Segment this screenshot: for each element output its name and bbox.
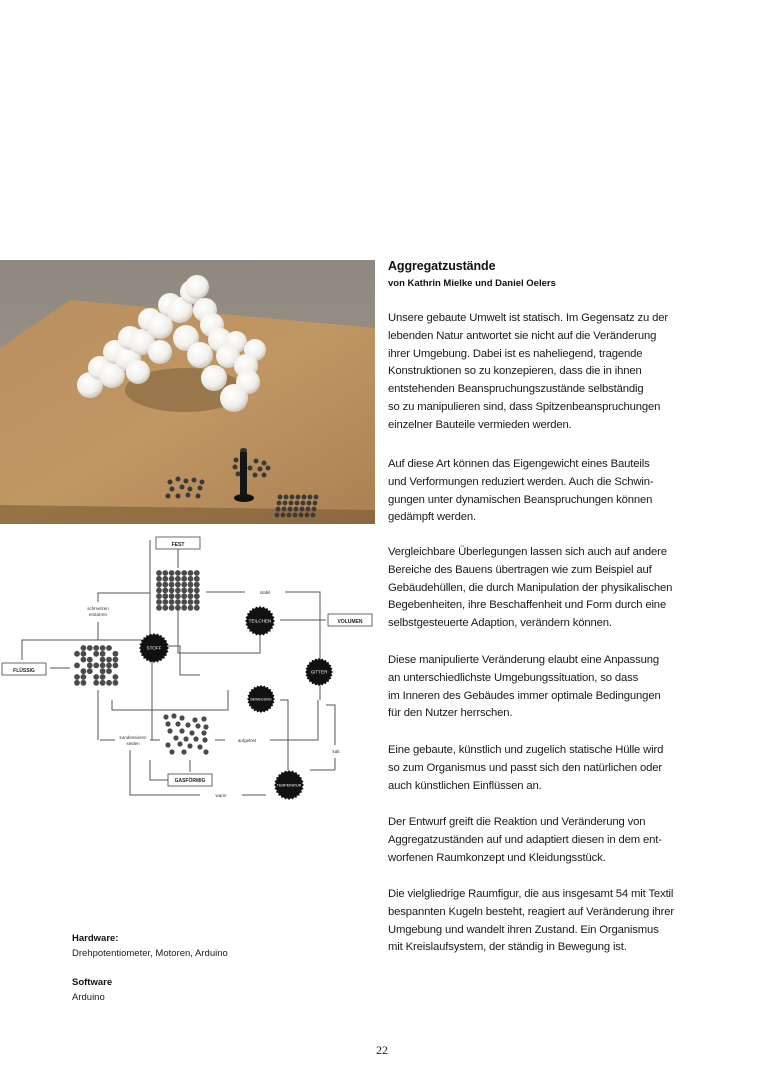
particle-dot	[179, 715, 184, 720]
particle-dot	[188, 582, 194, 588]
particle-dot	[74, 663, 80, 669]
badge-label: STOFF	[146, 645, 162, 651]
particle-dot	[194, 588, 200, 594]
particle-dot	[177, 741, 182, 746]
particle-dot	[193, 736, 198, 741]
particle-dot	[169, 605, 175, 611]
particle-dot	[100, 674, 106, 680]
particle-dot	[74, 680, 80, 686]
particle-dot	[188, 593, 194, 599]
paragraph-line: Gebäudehüllen, die durch Manipulation der physikalischen	[388, 581, 673, 594]
particle-dot	[113, 663, 119, 669]
particle-dot	[162, 588, 168, 594]
paragraph-line: lebenden Natur antwortet sie nicht auf die Veränderung	[388, 329, 657, 342]
edge-label-stabil: stabil	[259, 590, 271, 595]
particle-dot	[74, 651, 80, 657]
paragraph-line: Begebenheiten, ihre Beschaffenheit und Form durch eine	[388, 599, 667, 612]
svg-text:FLÜSSIG: FLÜSSIG	[13, 668, 35, 674]
particle-dot	[113, 674, 119, 680]
badge-label: BEWEGUNG	[250, 697, 272, 702]
paragraph-5	[388, 742, 663, 795]
particle-dot	[188, 576, 194, 582]
particle-dot	[181, 582, 187, 588]
particle-dot	[81, 657, 87, 663]
particle-dot	[165, 721, 170, 726]
particle-dot	[175, 593, 181, 599]
particle-dot	[93, 645, 99, 651]
particle-dot	[181, 593, 187, 599]
particle-dot	[162, 599, 168, 605]
particle-dot	[162, 593, 168, 599]
photo-illustration	[0, 260, 375, 524]
particle-dot	[165, 742, 170, 747]
paragraph-line: im Inneren des Gebäudes immer optimale Bedingungen	[388, 689, 661, 702]
particle-dot	[187, 743, 192, 748]
paragraph-line: bespannten Kugeln besteht, reagiert auf Veränderung ihrer	[388, 905, 675, 918]
particle-dot	[169, 749, 174, 754]
hardware-value: Drehpotentiometer, Motoren, Arduino	[72, 948, 228, 959]
paragraph-line: Vergleichbare Überlegungen lassen sich auch auf andere	[388, 546, 667, 558]
particle-dot	[100, 680, 106, 686]
states-of-matter-diagram	[0, 528, 380, 808]
particle-dot	[169, 599, 175, 605]
article-title: Aggregatzustände	[388, 259, 496, 273]
paragraph-line: mit Kreislaufsystem, der ständig in Bewegung ist.	[388, 941, 627, 954]
paragraph-line: worfenen Raumkonzept und Kleidungsstück.	[388, 851, 606, 864]
particle-dot	[169, 582, 175, 588]
particle-dot	[188, 599, 194, 605]
svg-text:VOLUMEN: VOLUMEN	[337, 619, 363, 625]
paragraph-1	[388, 310, 668, 435]
particle-dot	[169, 588, 175, 594]
edge-label-schmelzen: schmelzen	[87, 606, 109, 611]
edge-label-aufgeloest: aufgelöst	[237, 738, 257, 743]
hardware-label: Hardware:	[72, 933, 119, 944]
particle-dot	[194, 582, 200, 588]
particle-dot	[162, 570, 168, 576]
particle-dot	[175, 599, 181, 605]
state-box-fest	[156, 537, 200, 549]
particle-dot	[181, 605, 187, 611]
particle-dot	[171, 713, 176, 718]
edge-label-kondensieren: kondensieren	[119, 735, 147, 740]
paragraph-line: entstehenden Beanspruchungszustände selbständig	[388, 383, 644, 396]
particle-dot	[93, 663, 99, 669]
badge-temperatur	[274, 770, 304, 800]
particle-dot	[100, 657, 106, 663]
particle-dot	[87, 645, 93, 651]
particle-dot	[113, 680, 119, 686]
particle-dot	[106, 657, 112, 663]
edge-label-kalt: kalt	[332, 749, 340, 754]
state-box-fluessig	[2, 663, 46, 675]
paragraph-line: gedämpft werden.	[388, 511, 477, 524]
particle-dot	[162, 582, 168, 588]
article	[388, 258, 708, 954]
particle-dot	[100, 645, 106, 651]
paragraph-line: auch künstlichen Einflüssen an.	[388, 779, 542, 792]
paragraph-line: Konstruktionen so zu konzepieren, dass die in ihnen	[388, 365, 642, 378]
paragraph-line: Bereiche des Bauens übertragen wie zum Beispiel auf	[388, 563, 652, 576]
particle-dot	[203, 749, 208, 754]
particle-dot	[100, 651, 106, 657]
badges	[139, 606, 333, 800]
particle-dot	[162, 576, 168, 582]
paragraph-4	[388, 652, 661, 723]
particle-dot	[181, 570, 187, 576]
particle-dot	[167, 728, 172, 733]
paragraph-line: Eine gebaute, künstlich und zugelich statische Hülle wird	[388, 744, 664, 756]
particle-dot	[106, 680, 112, 686]
particle-dot	[100, 668, 106, 674]
edge-label-sieden: sieden	[126, 741, 140, 746]
particle-dot	[188, 588, 194, 594]
diagram-canvas	[0, 528, 380, 808]
solid-dot-grid	[156, 570, 200, 611]
particle-dot	[106, 668, 112, 674]
edge-labels	[87, 590, 340, 798]
gas-dot-grid	[163, 713, 208, 754]
particle-dot	[100, 663, 106, 669]
particle-dot	[81, 680, 87, 686]
particle-dot	[156, 588, 162, 594]
badge-label: TEMPERATUR	[276, 783, 302, 788]
paragraph-line: Diese manipulierte Veränderung elaubt eine Anpassung	[388, 654, 660, 666]
particle-dot	[175, 605, 181, 611]
particle-dot	[156, 593, 162, 599]
software-value: Arduino	[72, 992, 105, 1003]
badge-gitter	[305, 658, 333, 686]
paragraph-line: so zum Organismus und passt sich den natürlichen oder	[388, 761, 662, 774]
badge-label: GITTER	[310, 669, 328, 675]
tech-specs	[72, 932, 312, 1006]
particle-dot	[93, 674, 99, 680]
particle-dot	[192, 717, 197, 722]
paragraph-7	[388, 886, 674, 957]
software-label: Software	[72, 977, 113, 988]
paragraph-line: Aggregatzuständen auf und adaptiert diesen in dem ent-	[388, 833, 662, 846]
particle-dot	[185, 722, 190, 727]
particle-dot	[197, 744, 202, 749]
paragraph-line: Auf diese Art können das Eigengewicht eines Bauteils	[388, 458, 650, 470]
particle-dot	[93, 651, 99, 657]
particle-dot	[87, 663, 93, 669]
paragraph-line: für den Nutzer herrschen.	[388, 707, 513, 720]
particle-dot	[175, 582, 181, 588]
paragraph-line: ihrer Umgebung. Dabei ist es naheliegend, tragende	[388, 347, 643, 360]
particle-dot	[175, 721, 180, 726]
particle-dot	[179, 728, 184, 733]
paragraph-6	[388, 814, 662, 867]
paragraph-line: einzelner Bauteile vermieden werden.	[388, 418, 572, 431]
particle-dot	[162, 605, 168, 611]
particle-dot	[156, 570, 162, 576]
particle-dot	[181, 576, 187, 582]
badge-teilchen	[245, 606, 275, 636]
badge-stoff	[139, 633, 169, 663]
paragraph-line: und Verformungen reduziert werden. Auch die Schwin-	[388, 475, 654, 488]
paragraph-line: selbstgesteuerte Adaption, verändern können.	[388, 617, 612, 630]
particle-dot	[195, 723, 200, 728]
particle-dot	[175, 588, 181, 594]
particle-dot	[106, 645, 112, 651]
particle-dot	[183, 736, 188, 741]
particle-dot	[194, 593, 200, 599]
particle-dot	[81, 674, 87, 680]
particle-dot	[169, 593, 175, 599]
badge-label: TEILCHEN	[248, 618, 272, 624]
particle-dot	[113, 657, 119, 663]
particle-dot	[169, 576, 175, 582]
particle-dot	[156, 582, 162, 588]
particle-dot	[87, 668, 93, 674]
particle-dot	[156, 605, 162, 611]
particle-dot	[163, 714, 168, 719]
paragraph-line: Umgebung und wandelt ihren Zustand. Ein Organismus	[388, 923, 659, 936]
particle-dot	[201, 716, 206, 721]
particle-dot	[181, 588, 187, 594]
particle-dot	[87, 657, 93, 663]
edge-label-warm: warm	[215, 793, 227, 798]
particle-dot	[194, 605, 200, 611]
particle-dot	[81, 651, 87, 657]
particle-dot	[188, 605, 194, 611]
particle-dot	[113, 651, 119, 657]
paragraph-line: gungen unter dynamischen Beanspruchungen können	[388, 493, 653, 506]
paragraph-3	[388, 544, 672, 633]
liquid-dot-grid	[74, 645, 118, 686]
svg-text:FEST: FEST	[171, 542, 185, 548]
page-number: 22	[376, 1043, 388, 1057]
particle-dot	[93, 680, 99, 686]
particle-dot	[81, 645, 87, 651]
particle-dot	[175, 576, 181, 582]
particle-dot	[106, 663, 112, 669]
particle-dot	[156, 599, 162, 605]
paragraph-line: so zu manipulieren sind, dass Spitzenbeanspruchungen	[388, 400, 661, 413]
particle-dot	[202, 737, 207, 742]
particle-dot	[181, 749, 186, 754]
particle-dot	[169, 570, 175, 576]
particle-dot	[173, 735, 178, 740]
particle-dot	[74, 674, 80, 680]
paragraph-line: Unsere gebaute Umwelt ist statisch. Im Gegensatz zu der	[388, 312, 668, 324]
particle-dot	[203, 724, 208, 729]
particle-dot	[175, 570, 181, 576]
paragraph-2	[388, 456, 654, 527]
particle-dot	[189, 730, 194, 735]
svg-text:GASFÖRMIG: GASFÖRMIG	[174, 778, 206, 784]
particle-dot	[181, 599, 187, 605]
paragraph-line: Der Entwurf greift die Reaktion und Veränderung von	[388, 816, 646, 828]
state-box-gasfoermig	[168, 774, 212, 786]
paragraph-line: Die vielgliedrige Raumfigur, die aus insgesamt 54 mit Textil	[388, 888, 674, 900]
particle-dot	[201, 730, 206, 735]
particle-dot	[188, 570, 194, 576]
article-authors: von Kathrin Mielke und Daniel Oelers	[388, 278, 556, 289]
particle-dot	[194, 599, 200, 605]
badge-bewegung	[247, 685, 275, 713]
paragraph-line: an unterschiedlichste Umgebungssituation, so dass	[388, 671, 639, 684]
particle-dot	[194, 576, 200, 582]
state-box-volumen	[328, 614, 372, 626]
particle-dot	[194, 570, 200, 576]
edge-label-erstarren: erstarren	[88, 612, 108, 617]
installation-photo	[0, 260, 375, 524]
particle-dot	[156, 576, 162, 582]
particle-dot	[81, 668, 87, 674]
